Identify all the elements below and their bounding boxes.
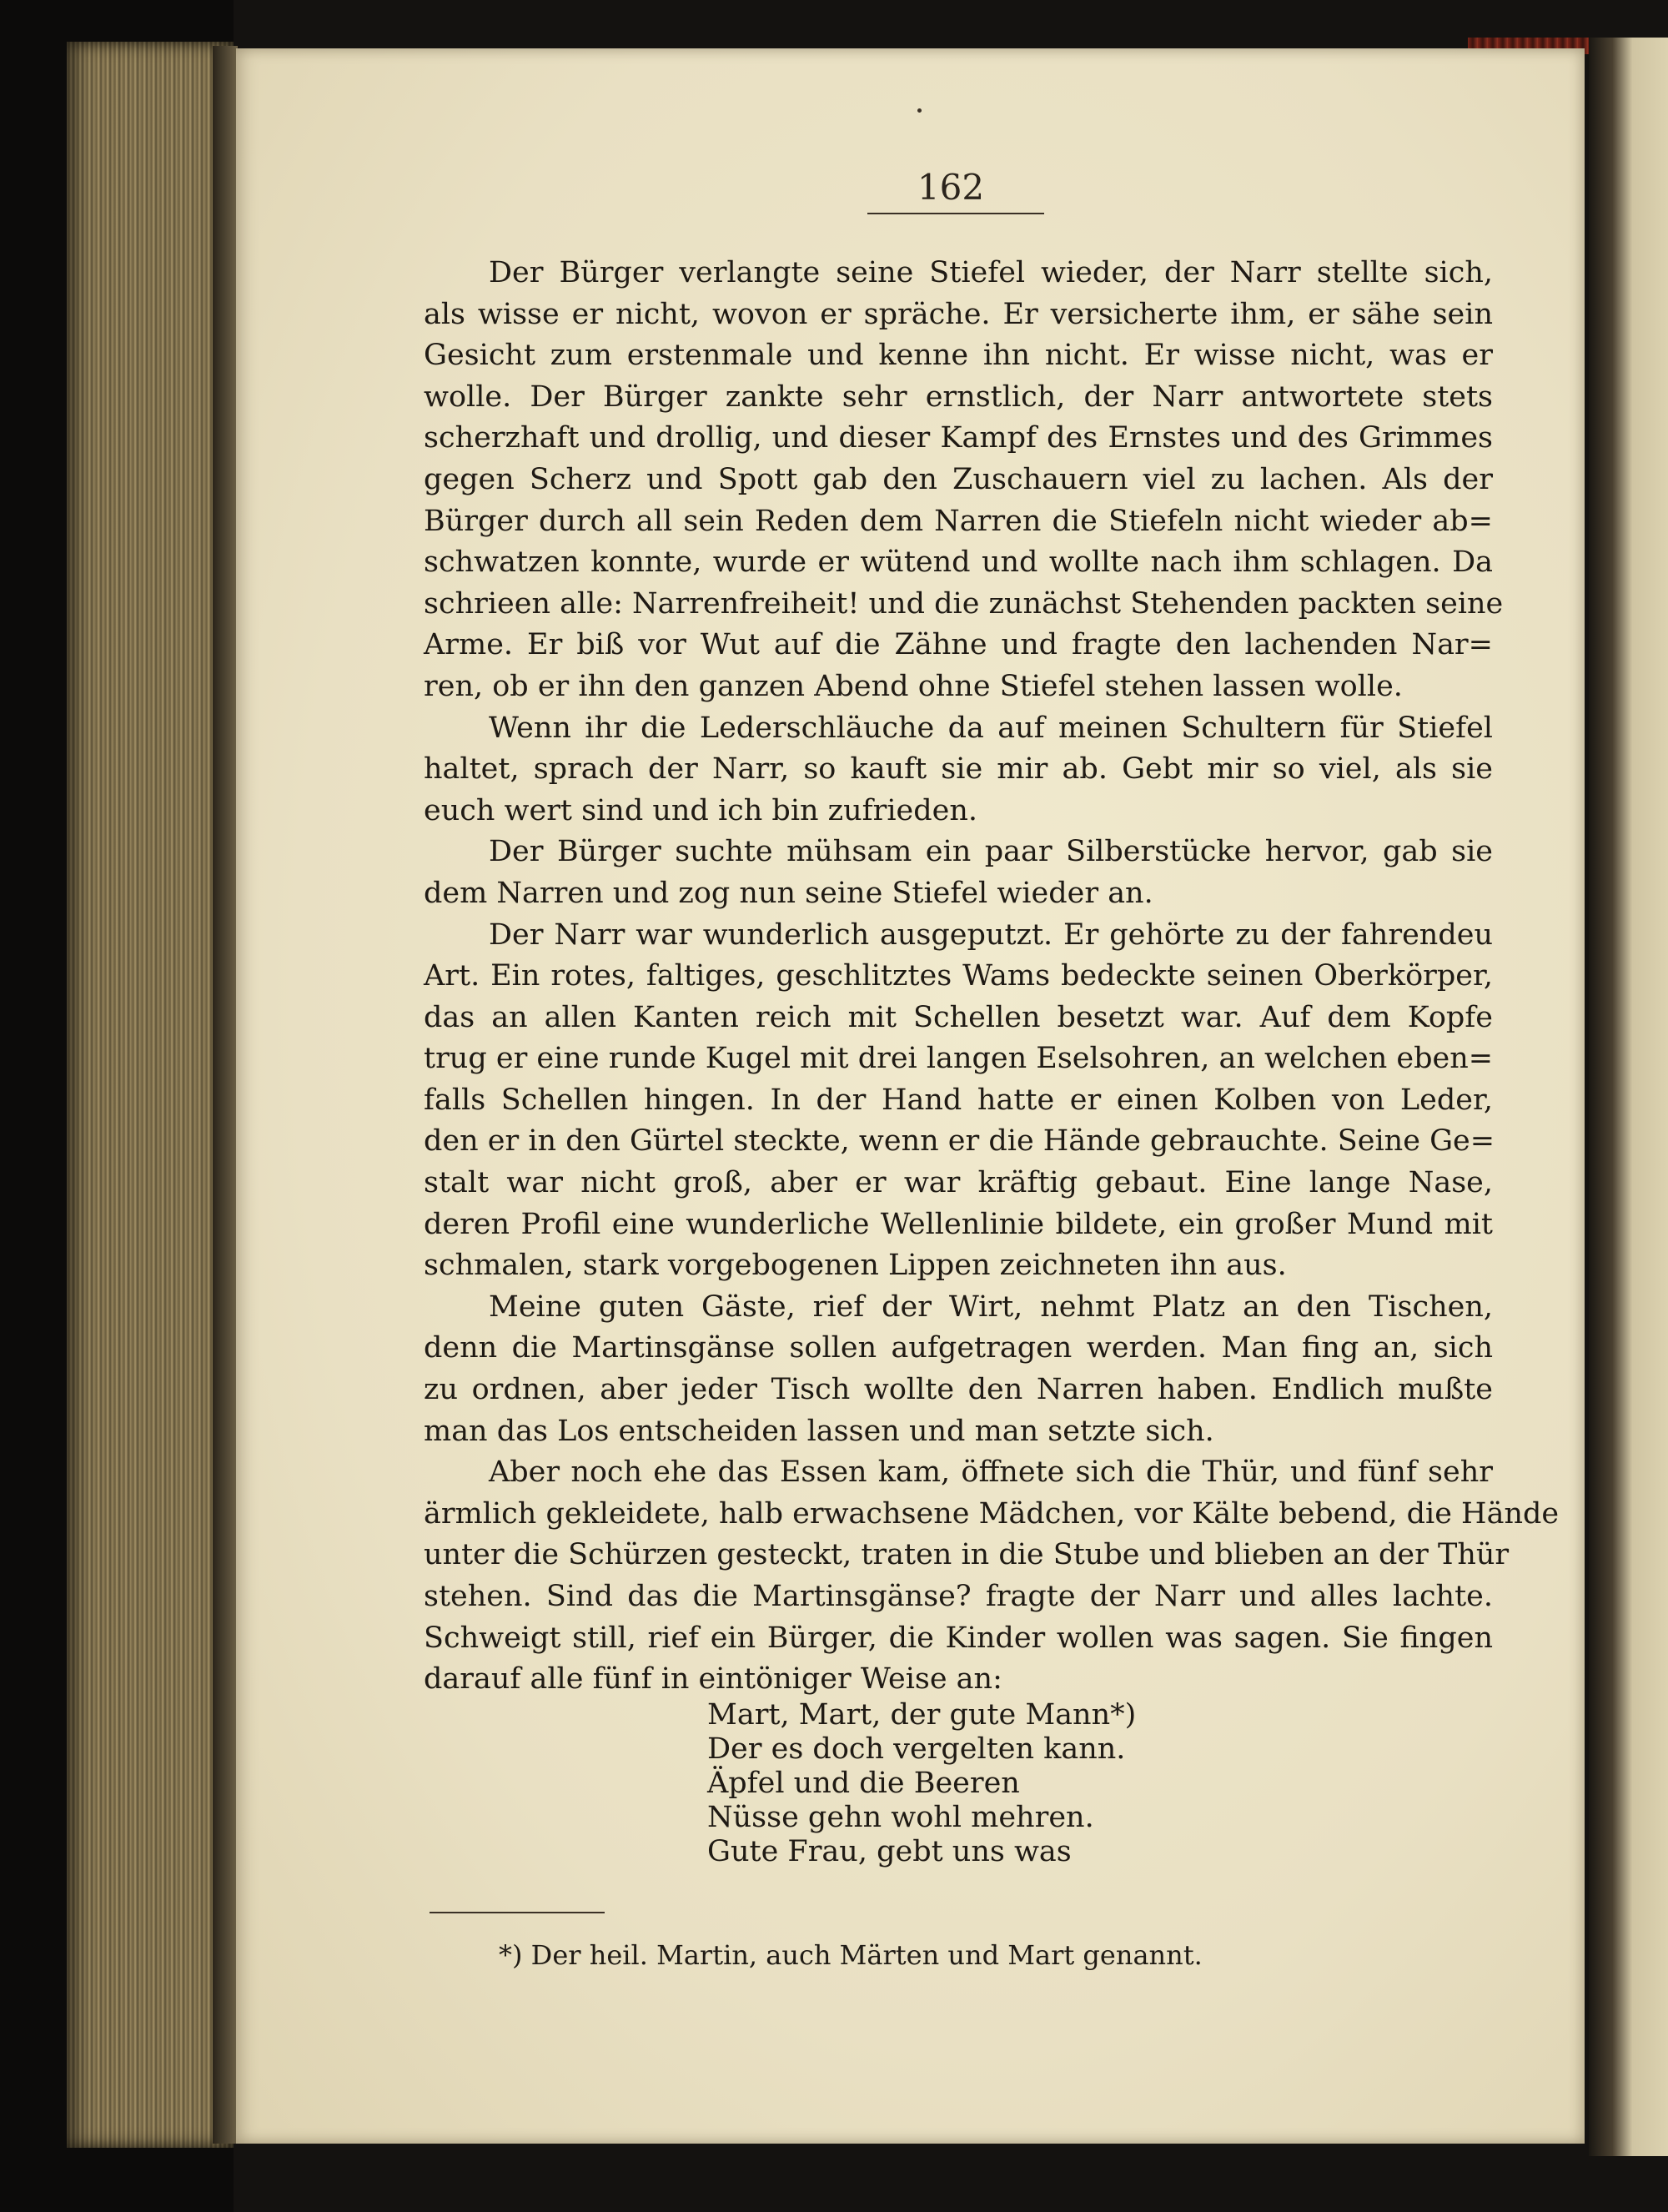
text-line: schwatzen konnte, wurde er wütend und wollte nach ihm schlagen. Da [424,545,1493,580]
paragraph [424,915,1493,1287]
text-line: Aber noch ehe das Essen kam, öffnete sich die Thür, und fünf sehr [489,1455,1493,1490]
text-line: schrieen alle: Narrenfreiheit! und die zunächst Stehenden packten seine [424,586,1504,621]
text-line: denn die Martinsgänse sollen aufgetragen werden. Man fing an, sich [424,1331,1493,1365]
text-line: darauf alle fünf in eintöniger Weise an: [424,1662,1002,1697]
text-line: Wenn ihr die Lederschläuche da auf meinen Schultern für Stiefel [489,711,1493,745]
text-line: falls Schellen hingen. In der Hand hatte er einen Kolben von Leder, [424,1083,1493,1117]
body-text [424,253,1560,1701]
verse-line: Der es doch vergelten kann. [707,1732,1126,1766]
text-line: schmalen, stark vorgebogenen Lippen zeichneten ihn aus. [424,1249,1287,1283]
verse-line: Äpfel und die Beeren [707,1767,1020,1800]
text-line: Der Narr war wunderlich ausgeputzt. Er gehörte zu der fahrendeu [489,917,1493,952]
text-line: haltet, sprach der Narr, so kauft sie mir ab. Gebt mir so viel, als sie [424,752,1493,787]
text-line: Art. Ein rotes, faltiges, geschlitztes Wams bedeckte seinen Oberkörper, [424,959,1493,993]
page-edges [67,42,234,2148]
text-line: dem Narren und zog nun seine Stiefel wieder an. [424,876,1153,910]
text-line: Gesicht zum erstenmale und kenne ihn nicht. Er wisse nicht, was er [424,339,1493,373]
text-line: stalt war nicht groß, aber er war kräftig gebaut. Eine lange Nase, [424,1166,1493,1200]
text-line: zu ordnen, aber jeder Tisch wollte den Narren haben. Endlich mußte [424,1373,1493,1407]
paragraph [424,1452,1560,1701]
verse-block [707,1698,1136,1869]
text-line: ren, ob er ihn den ganzen Abend ohne Stiefel stehen lassen wolle. [424,669,1403,703]
footnote-rule [430,1912,605,1913]
next-page-edge [1589,38,1668,2156]
verse-line: Mart, Mart, der gute Mann*) [707,1698,1137,1732]
paragraph [424,832,1493,914]
text-line: stehen. Sind das die Martinsgänse? fragte der Narr und alles lachte. [424,1580,1493,1613]
text-line: als wisse er nicht, wovon er spräche. Er versicherte ihm, er sähe sein [424,297,1493,331]
ink-dot [917,108,922,113]
text-line: deren Profil eine wunderliche Wellenlinie bildete, ein großer Mund mit [424,1207,1493,1241]
paragraph [424,708,1493,832]
text-line: den er in den Gürtel steckte, wenn er die Hände gebrauchte. Seine Ge= [424,1124,1495,1159]
text-line: man das Los entscheiden lassen und man setzte sich. [424,1414,1214,1448]
verse-line: Nüsse gehn wohl mehren. [707,1801,1094,1834]
footnote: *) Der heil. Martin, auch Märten und Mart genannt. [499,1939,1203,1971]
verse-line: Gute Frau, gebt uns was [707,1835,1072,1868]
text-line: ärmlich gekleidete, halb erwachsene Mädchen, vor Kälte bebend, die Hände [424,1496,1560,1531]
page-number-rule [867,213,1044,214]
text-line: wolle. Der Bürger zankte sehr ernstlich, der Narr antwortete stets [424,380,1493,414]
text-line: Der Bürger suchte mühsam ein paar Silberstücke hervor, gab sie [489,835,1493,869]
text-line: Arme. Er biß vor Wut auf die Zähne und fragte den lachenden Nar= [424,628,1493,662]
paragraph [424,1287,1493,1452]
page-number: 162 [917,167,985,208]
book-gutter [213,46,238,2144]
text-line: euch wert sind und ich bin zufrieden. [424,793,978,827]
text-line: gegen Scherz und Spott gab den Zuschauern viel zu lachen. Als der [424,462,1493,496]
text-line: trug er eine runde Kugel mit drei langen Eselsohren, an welchen eben= [424,1042,1494,1076]
text-line: Der Bürger verlangte seine Stiefel wieder, der Narr stellte sich, [489,256,1493,289]
text-line: unter die Schürzen gesteckt, traten in die Stube und blieben an der Thür [424,1538,1510,1572]
paragraph [424,253,1504,708]
text-line: Bürger durch all sein Reden dem Narren die Stiefeln nicht wieder ab= [424,504,1493,538]
text-line: Meine guten Gäste, rief der Wirt, nehmt Platz an den Tischen, [489,1289,1493,1324]
text-line: das an allen Kanten reich mit Schellen besetzt war. Auf dem Kopfe [424,1000,1493,1034]
text-line: Schweigt still, rief ein Bürger, die Kinder wollen was sagen. Sie fingen [424,1621,1493,1655]
text-line: scherzhaft und drollig, und dieser Kampf des Ernstes und des Grimmes [424,421,1493,455]
